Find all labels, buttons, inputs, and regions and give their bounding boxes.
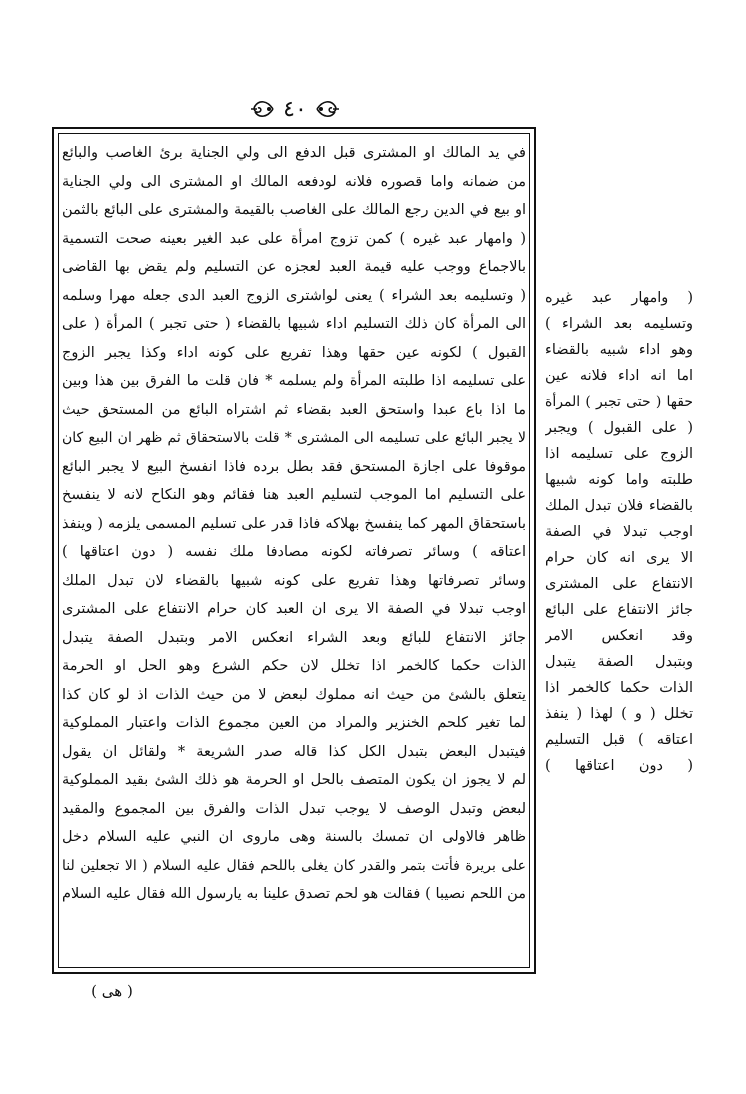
margin-commentary: [545, 285, 693, 845]
page-number: ٤٠: [283, 96, 307, 122]
main-line: اوجب تبدلا في الصفة الا يرى ان العبد كان حرام الانتفاع على المشترى: [62, 601, 526, 617]
main-line: جائز الانتفاع للبائع وبعد الشراء انعكس الامر وبتبدل الصفة يتبدل: [62, 629, 526, 646]
margin-line: وقد انعكس الامر: [545, 628, 693, 644]
main-line: موقوفا على اجازة المستحق فقد بطل برده فاذا انفسخ البيع لا يجبر البائع: [62, 458, 526, 475]
main-line: على بريرة فأتت بتمر والقدر كان يغلى باللحم فقال عليه السلام ( الا تجعلين لنا: [62, 857, 526, 874]
margin-line: وتسليمه بعد الشراء ): [545, 316, 693, 332]
main-line: من اللحم نصيبا ) فقالت هو لحم تصدق علينا به يارسول الله فقال عليه السلام: [62, 886, 526, 902]
main-line: او بيع في الدين رجع المالك على الغاصب بالقيمة والمشترى على البائع بالثمن: [62, 202, 526, 218]
margin-line: الانتفاع على المشترى: [545, 576, 693, 592]
main-line: يتعلق بالشئ من حيث انه مملوك لبعض لا من حيث الذات اذ لو كان كذا: [62, 686, 526, 703]
margin-line: وهو اداء شبيه بالقضاء: [545, 342, 693, 358]
main-line: على تسليمه اذا طلبته المرأة ولم يسلمه * فان قلت ما الفرق بين هذا وبين: [62, 373, 526, 389]
margin-line: الزوج على تسليمه اذا: [545, 446, 693, 462]
main-line: على التسليم اما الموجب لتسليم العبد هنا فقائم وهو النكاح لانه لا ينفسخ: [62, 487, 526, 503]
main-line: اعتاقه ) وسائر تصرفاته لكونه مصادفا ملك نفسه ( دون اعتاقها ): [62, 544, 526, 560]
margin-line: ( على القبول ) ويجبر: [545, 420, 693, 436]
catchword: ( هى ): [91, 982, 133, 1000]
margin-line: بالقضاء فلان تبدل الملك: [545, 498, 693, 514]
margin-line: ( دون اعتاقها ): [545, 758, 693, 774]
main-text-frame: [52, 127, 536, 974]
main-line: من ضمانه واما قصوره فلانه لودفعه المالك او المشترى الى ولي الجناية: [62, 173, 526, 190]
main-line: الى المرأة كان ذلك التسليم اداء شبيها بالقضاء ( حتى تجبر ) المرأة ( على: [62, 316, 526, 332]
main-line: ( وتسليمه بعد الشراء ) يعنى لواشترى الزوج العبد الدى جعله مهرا وسلمه: [62, 287, 526, 304]
main-text: [62, 139, 526, 964]
margin-line: طلبته واما كونه شبيها: [545, 472, 693, 488]
main-line: لا يجبر البائع على تسليمه الى المشترى * قلت بالاستحقاق ثم ظهر ان البيع كان: [62, 430, 526, 446]
page-header: [240, 92, 350, 126]
margin-line: الا يرى انه كان حرام: [545, 550, 693, 566]
main-line: في يد المالك او المشترى قبل الدفع الى ولي الجناية برئ الغاصب والبائع: [62, 145, 526, 161]
main-line: ( وامهار عبد غيره ) كمن تزوج امرأة على عبد الغير بعينه صحت التسمية: [62, 230, 526, 247]
margin-line: حقها ( حتى تجبر ) المرأة: [545, 394, 693, 410]
margin-line: وبتبدل الصفة يتبدل: [545, 654, 693, 670]
main-line: وسائر تصرفاتها وهذا تفريع على كونه شبيها بالقضاء لان تبدل الملك: [62, 572, 526, 589]
margin-line: جائز الانتفاع على البائع: [545, 602, 693, 618]
main-line: لما تغير كلحم الخنزير والمراد من العين مجموع الذات واعتبار المملوكية: [62, 715, 526, 731]
margin-line: اما انه اداء فلانه عين: [545, 368, 693, 384]
main-line: فيتبدل البعض بتبدل الكل كذا قاله صدر الشريعة * ولقائل ان يقول: [62, 743, 526, 760]
main-line: لبعض وتبدل الوصف لا يوجب تبدل الذات والفرق بين المجموع والمقيد: [62, 800, 526, 817]
main-line: لم لا يجوز ان يكون المتصف بالحل او الحرمة هو ذلك الشئ بقيد المملوكية: [62, 772, 526, 788]
margin-line: تخلل ( و ) لهذا ( ينفذ: [545, 706, 693, 722]
main-line: ما اذا باع عبدا واستحق العبد بقضاء ثم اشتراه البائع من المستحق حيث: [62, 401, 526, 418]
right-ornament-icon: [315, 98, 341, 120]
margin-line: اعتاقه ) قبل التسليم: [545, 732, 693, 748]
margin-line: الذات حكما كالخمر اذا: [545, 680, 693, 696]
main-line: القبول ) لكونه عين حقها وهذا تفريع على كونه اداء وكذا يجبر الزوج: [62, 344, 526, 361]
margin-line: اوجب تبدلا في الصفة: [545, 524, 693, 540]
left-ornament-icon: [249, 98, 275, 120]
margin-line: ( وامهار عبد غيره: [545, 290, 693, 306]
main-line: ظاهر فالاولى ان تمسك بالسنة وهى ماروى ان النبي عليه السلام دخل: [62, 829, 526, 845]
main-line: بالاجماع ووجب عليه قيمة العبد لعجزه عن التسليم ولم يقض بها القاضى: [62, 259, 526, 275]
main-line: الذات حكما كالخمر اذا تخلل لان حكم الشرع وهو الحل او الحرمة: [62, 658, 526, 674]
main-line: باستحقاق المهر كما ينفسخ بهلاكه فاذا قدر على تسليم المسمى يلزمه ( وينفذ: [62, 515, 526, 532]
